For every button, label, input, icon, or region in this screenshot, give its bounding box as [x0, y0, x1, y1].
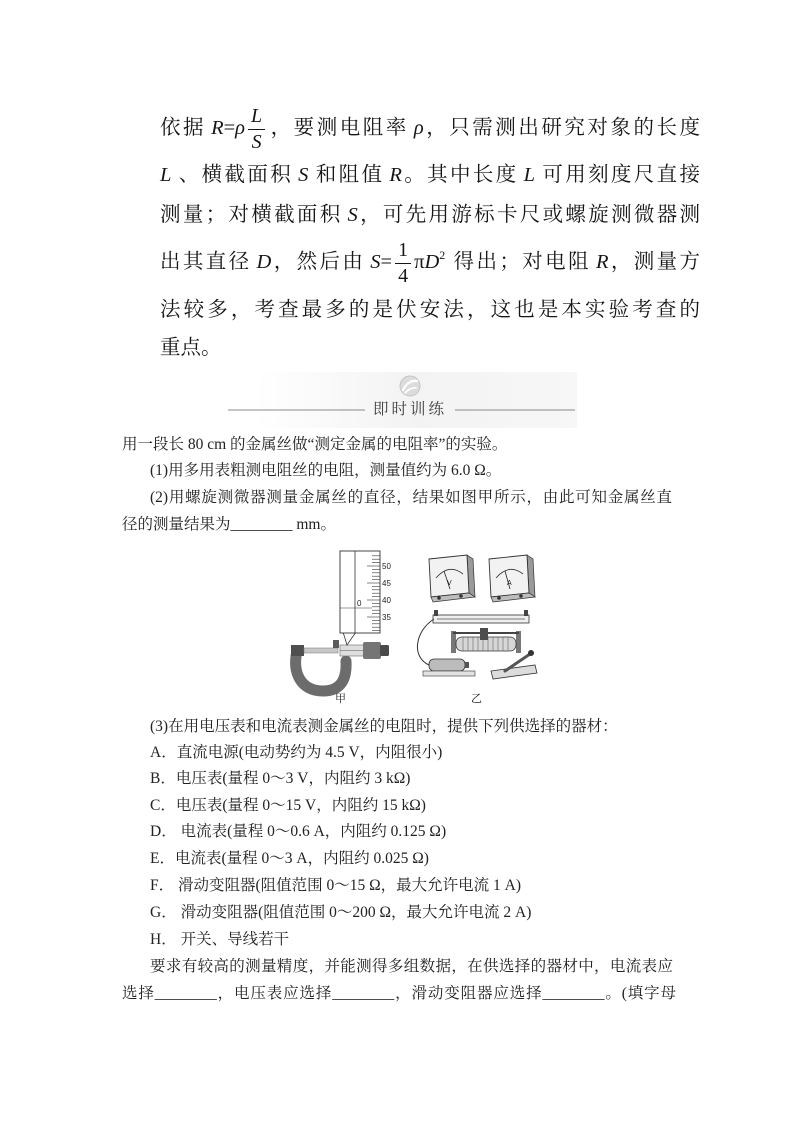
- section-title: 即时训练: [372, 401, 447, 418]
- zoom-callout: [340, 551, 391, 645]
- variable-d: D: [424, 251, 440, 273]
- experiment-figure: [283, 545, 538, 707]
- option-e: E．电流表(量程 0～3 A，内阻约 0.025 Ω): [150, 850, 429, 867]
- intro-text: ，测量方: [608, 251, 701, 273]
- problem-part-2-line-2: 径的测量结果为________ mm。: [122, 516, 336, 533]
- equals-sign: =: [223, 117, 236, 139]
- battery-terminal: [465, 662, 469, 668]
- problem-part-2-line-1: (2)用螺旋测微器测量金属丝的直径，结果如图甲所示，由此可知金属丝直: [150, 489, 672, 506]
- variable-rho: ρ: [413, 117, 424, 139]
- board-terminal: [434, 610, 438, 616]
- ammeter-terminal: [519, 594, 523, 598]
- voltmeter-terminal: [437, 596, 441, 600]
- intro-line-5: 法较多，考查最多的是伏安法，这也是本实验考查的: [160, 299, 700, 321]
- battery-body: [429, 659, 465, 671]
- thimble-scale-label: 45: [382, 579, 391, 588]
- option-c: C．电压表(量程 0～15 V，内阻约 15 kΩ): [150, 797, 426, 814]
- micrometer-frame: [296, 651, 346, 691]
- option-b: B．电压表(量程 0～3 V，内阻约 3 kΩ): [150, 770, 411, 787]
- fraction-one-quarter: [395, 239, 411, 287]
- option-h: H． 开关、导线若干: [150, 931, 290, 948]
- fraction-denominator: S: [251, 130, 262, 153]
- variable-s: S: [298, 164, 309, 186]
- variable-l: L: [523, 164, 535, 186]
- intro-text: 测量；对横截面积: [160, 204, 343, 226]
- zoom-callout-box: [340, 551, 380, 633]
- problem-stem: 用一段长 80 cm 的金属丝做“测定金属的电阻率”的实验。: [122, 436, 508, 453]
- variable-l: L: [160, 164, 172, 186]
- switch-handle: [528, 650, 534, 656]
- intro-text: 、横截面积: [176, 164, 294, 186]
- intro-text: 出其直径: [160, 251, 252, 273]
- ammeter-face: [489, 555, 529, 597]
- figure-label-jia: 甲: [335, 693, 346, 705]
- thimble-scale-label: 40: [382, 596, 391, 605]
- switch-base: [491, 665, 537, 679]
- problem-part-3-intro: (3)在用电压表和电流表测金属丝的电阻时，提供下列供选择的器材：: [150, 718, 618, 735]
- intro-text: 可用刻度尺直接: [539, 164, 701, 186]
- option-a: A．直流电源(电动势约为 4.5 V，内阻很小): [150, 744, 443, 761]
- intro-text: 。其中长度: [401, 164, 519, 186]
- voltmeter: [429, 555, 475, 602]
- voltmeter-label: V: [447, 580, 452, 587]
- option-f: F． 滑动变阻器(阻值范围 0～15 Ω，最大允许电流 1 A): [150, 877, 522, 894]
- intro-text: 依据: [160, 117, 207, 139]
- rheostat-post: [451, 631, 456, 653]
- intro-text: 和阻值: [313, 164, 385, 186]
- thimble-scale-label: 50: [382, 562, 391, 571]
- thimble-scale-label: 35: [382, 613, 391, 622]
- pi-symbol: π: [414, 251, 425, 273]
- resistance-wire-board: [433, 610, 529, 623]
- intro-text: 得出；对电阻: [451, 251, 591, 273]
- micrometer-thimble: [363, 642, 381, 659]
- intro-line-2: [160, 157, 700, 193]
- zoom-callout-pointer: [343, 632, 356, 645]
- requirement-line-2: 选择________，电压表应选择________，滑动变阻器应选择________。(填字母: [122, 985, 676, 1002]
- main-scale-zero-label: 0: [357, 599, 362, 608]
- variable-rho: ρ: [235, 117, 245, 139]
- ammeter-terminal: [497, 596, 501, 600]
- variable-s: S: [370, 251, 381, 273]
- knife-switch: [491, 650, 537, 679]
- variable-r: R: [211, 117, 224, 139]
- exponent: 2: [439, 248, 446, 262]
- micrometer-illustration: [291, 640, 389, 691]
- fraction-numerator: 1: [395, 239, 411, 263]
- voltmeter-terminal: [459, 594, 463, 598]
- connecting-wire: [417, 619, 434, 665]
- problem-part-1: (1)用多用表粗测电阻丝的电阻，测量值约为 6.0 Ω。: [150, 462, 502, 479]
- micrometer-lock: [333, 640, 339, 648]
- requirement-line-1: 要求有较高的测量精度，并能测得多组数据，在供选择的器材中，电流表应: [150, 958, 673, 975]
- battery: [423, 659, 475, 676]
- equals-sign: =: [380, 251, 393, 273]
- emblem-icon: [400, 376, 420, 396]
- variable-d: D: [256, 251, 272, 273]
- micrometer-ratchet: [380, 645, 389, 656]
- rheostat-post: [516, 631, 521, 653]
- battery-holder: [423, 671, 475, 676]
- intro-text: ，要测电阻率: [268, 117, 409, 139]
- micrometer-anvil: [291, 645, 304, 656]
- slide-rheostat: [451, 628, 521, 653]
- intro-line-1: [160, 105, 700, 153]
- fraction-numerator: L: [248, 105, 265, 129]
- ammeter: [489, 555, 535, 602]
- variable-s: S: [347, 204, 358, 226]
- figure-label-yi: 乙: [471, 693, 482, 705]
- ammeter-label: A: [507, 580, 512, 587]
- intro-line-6: 重点。: [160, 337, 222, 359]
- intro-line-4: [160, 239, 700, 287]
- voltmeter-face: [429, 555, 469, 597]
- variable-r: R: [595, 251, 609, 273]
- intro-text: ，只需测出研究对象的长度: [423, 117, 701, 139]
- rheostat-slider: [480, 628, 488, 640]
- fraction-denominator: 4: [398, 264, 409, 287]
- option-d: D． 电流表(量程 0～0.6 A，内阻约 0.125 Ω): [150, 823, 447, 840]
- option-g: G． 滑动变阻器(阻值范围 0～200 Ω，最大允许电流 2 A): [150, 904, 532, 921]
- intro-text: ，可先用游标卡尺或螺旋测微器测: [357, 204, 701, 226]
- micrometer-spindle: [304, 648, 338, 653]
- intro-text: ，然后由: [271, 251, 366, 273]
- variable-r: R: [389, 164, 402, 186]
- board-terminal: [524, 610, 528, 616]
- intro-line-3: [160, 197, 700, 233]
- fraction-l-over-s: [248, 105, 265, 153]
